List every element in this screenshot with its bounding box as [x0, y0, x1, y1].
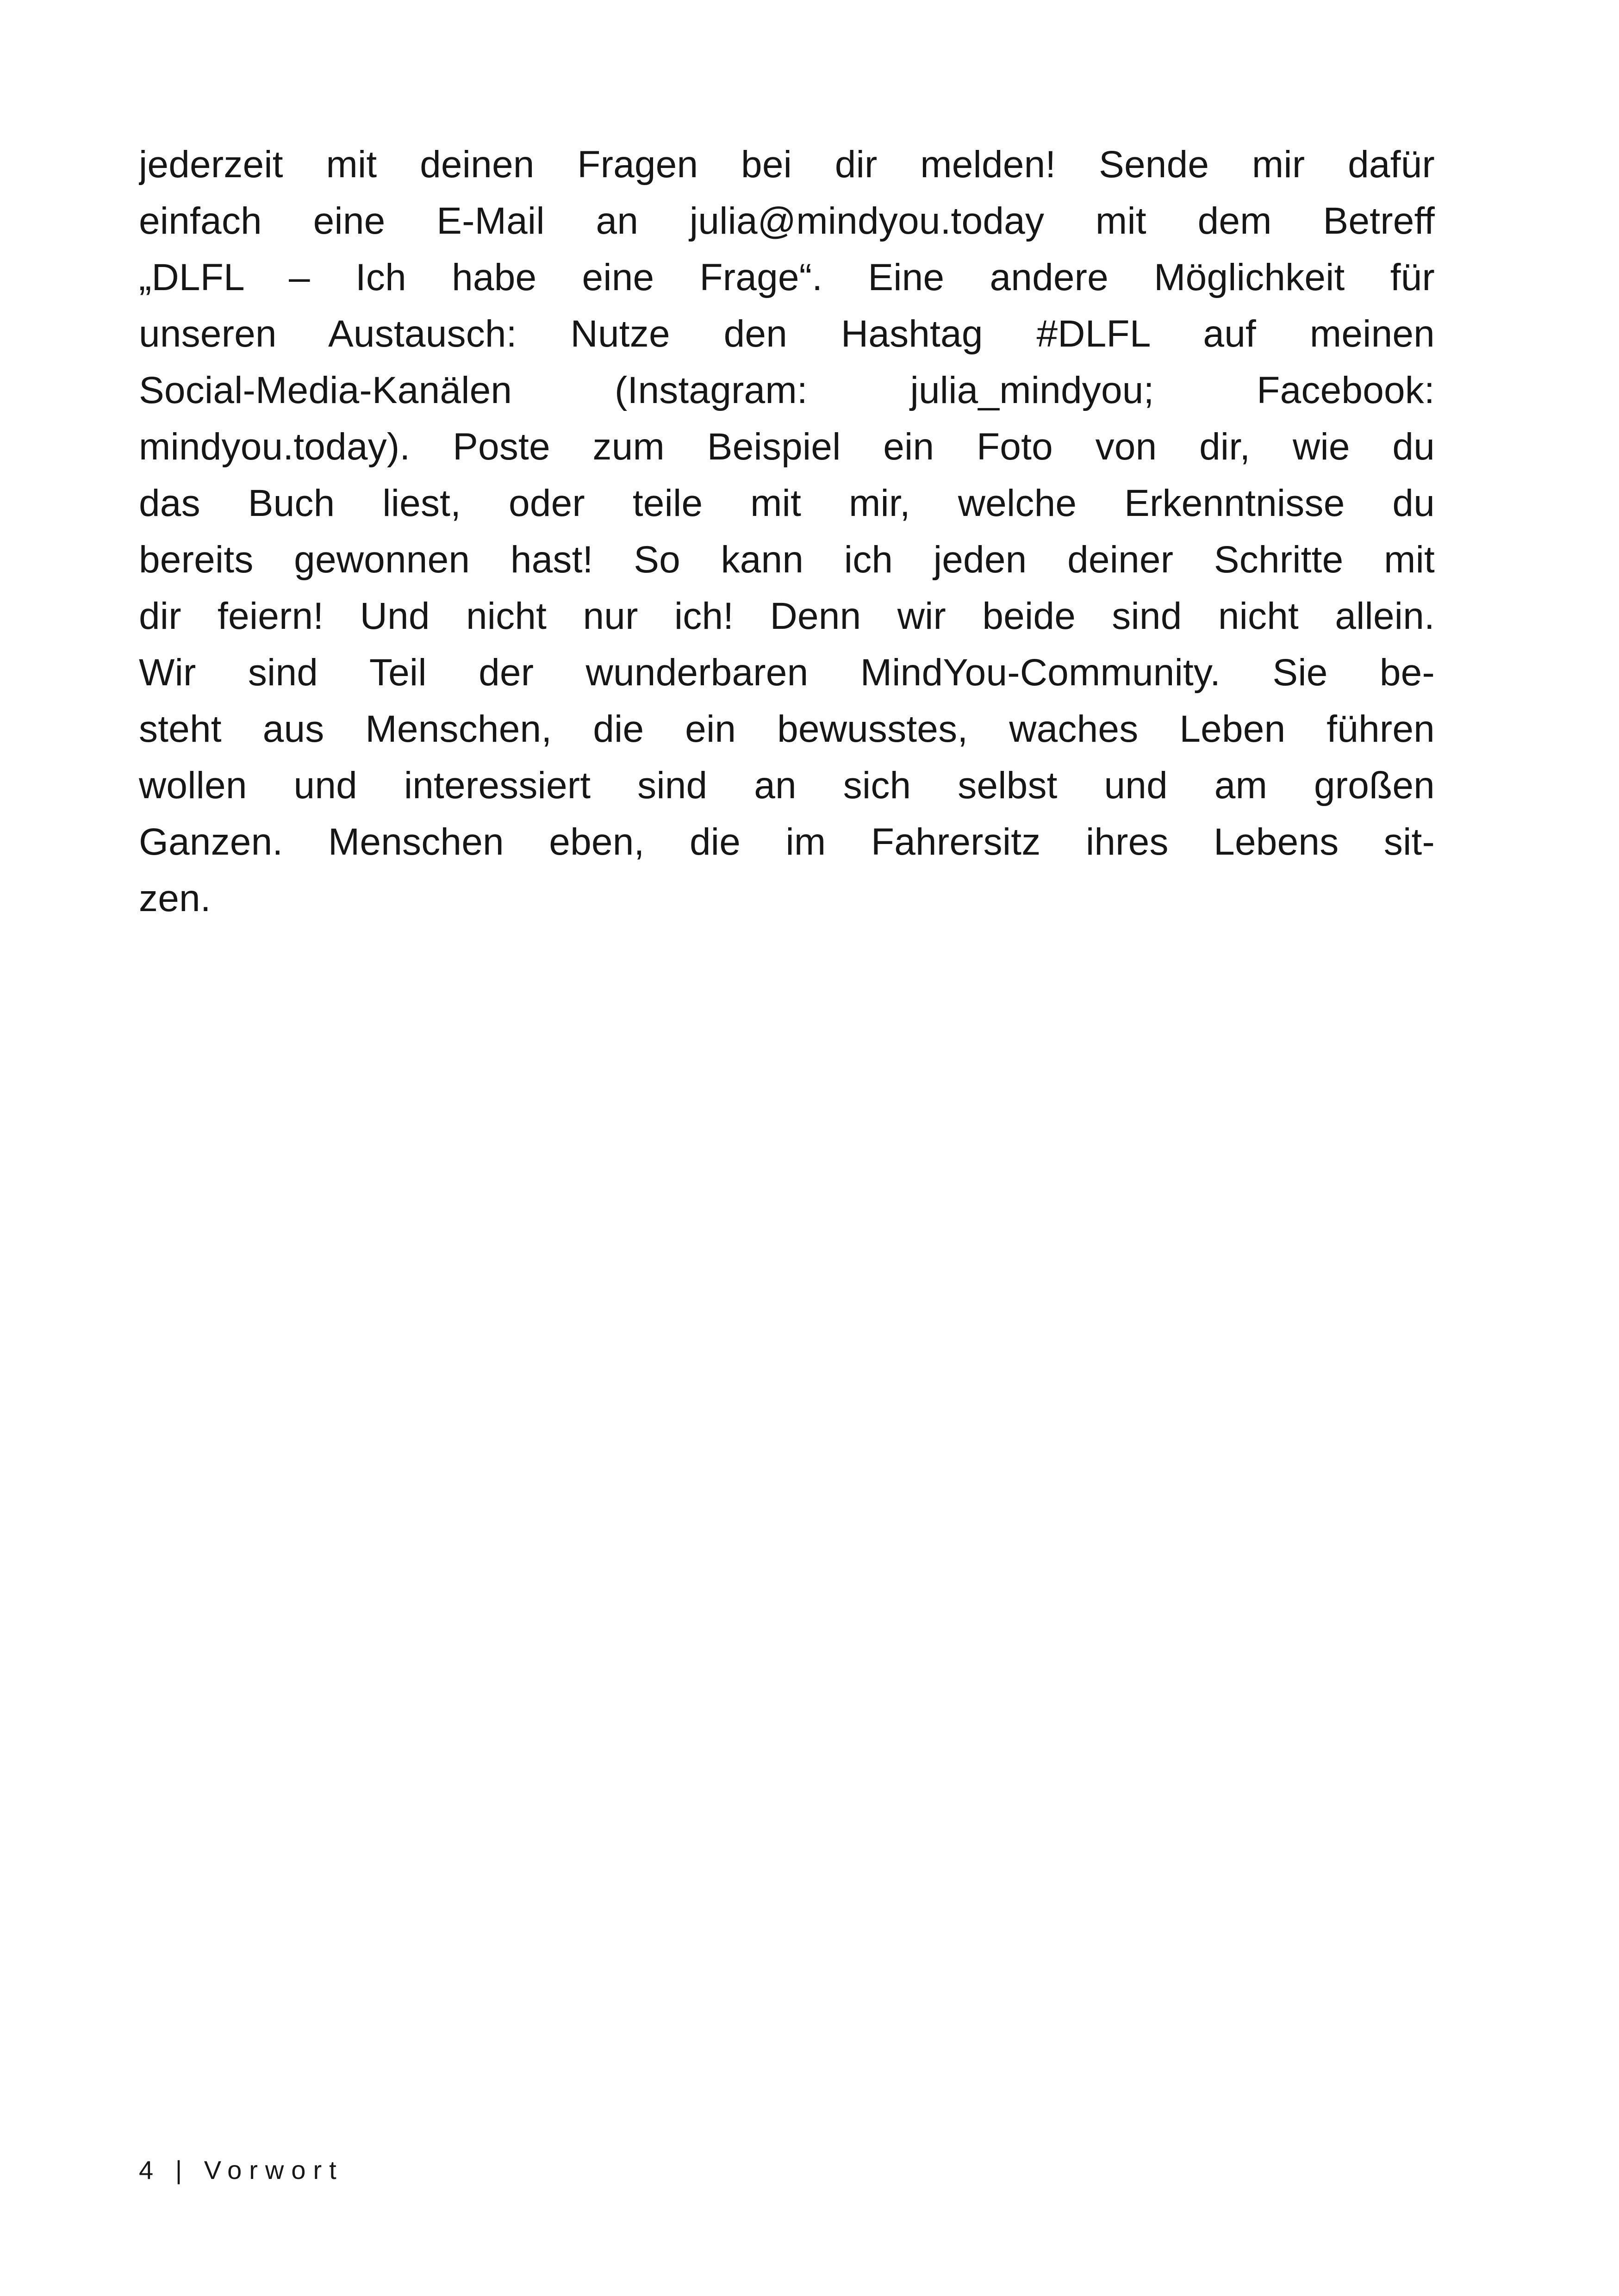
text-line: dir feiern! Und nicht nur ich! Denn wir beide sind nicht allein.: [139, 595, 1435, 637]
text-line: Wir sind Teil der wunderbaren MindYou-Community. Sie be-: [139, 652, 1435, 694]
text-line: mindyou.today). Poste zum Beispiel ein Foto von dir, wie du: [139, 426, 1435, 468]
text-line: unseren Austausch: Nutze den Hashtag #DLFL auf meinen: [139, 313, 1435, 355]
page-footer: [139, 2154, 344, 2186]
text-line: „DLFL – Ich habe eine Frage“. Eine andere Möglichkeit für: [139, 256, 1435, 298]
text-line: steht aus Menschen, die ein bewusstes, waches Leben führen: [139, 708, 1435, 750]
text-line: einfach eine E-Mail an julia@mindyou.today mit dem Betreff: [139, 200, 1435, 242]
text-line: wollen und interessiert sind an sich selbst und am großen: [139, 764, 1435, 807]
text-line: das Buch liest, oder teile mit mir, welche Erkenntnisse du: [139, 482, 1435, 524]
footer-page-number-and-section: 4 | Vorwort: [139, 2155, 344, 2184]
text-line: jederzeit mit deinen Fragen bei dir melden! Sende mir dafür: [139, 143, 1435, 186]
text-line: Social-Media-Kanälen (Instagram: julia_mindyou; Facebook:: [139, 369, 1435, 411]
text-line-last: zen.: [139, 877, 211, 919]
text-line: Ganzen. Menschen eben, die im Fahrersitz ihres Lebens sit-: [139, 821, 1435, 863]
body-paragraph: [139, 137, 1435, 927]
text-line: bereits gewonnen hast! So kann ich jeden deiner Schritte mit: [139, 539, 1435, 581]
